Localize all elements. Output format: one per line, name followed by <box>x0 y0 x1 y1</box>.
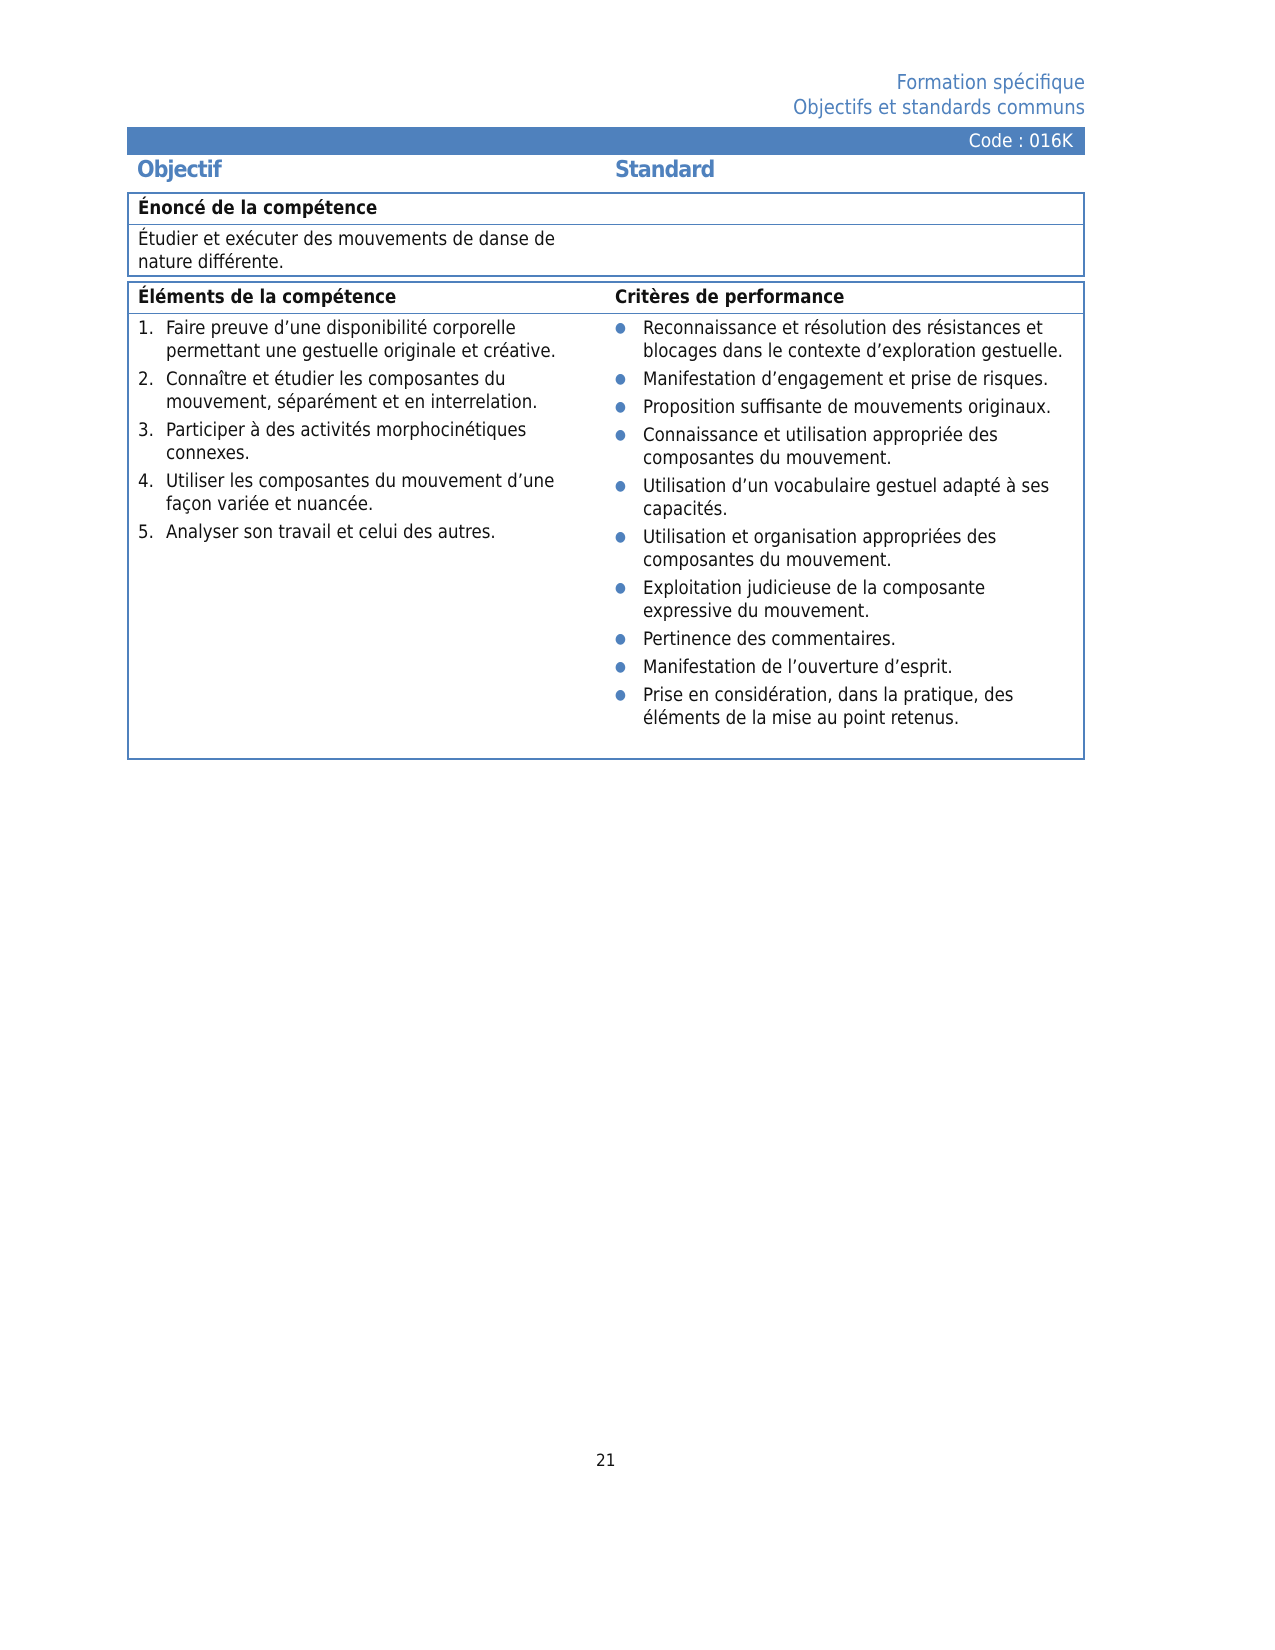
elements-list <box>138 317 578 549</box>
critere-item <box>615 577 1065 623</box>
item-text: Utilisation d’un vocabulaire gestuel adapté à ses capacités. <box>643 476 1050 520</box>
code-bar: Code : 016K <box>127 127 1085 155</box>
item-text: Utilisation et organisation appropriées des composantes du mouvement. <box>643 527 997 571</box>
critere-item <box>615 526 1065 572</box>
bullet-icon: ● <box>615 320 626 336</box>
element-item <box>138 419 578 465</box>
bullet-icon: ● <box>615 529 626 545</box>
bullet-icon: ● <box>615 371 626 387</box>
item-number: 2. <box>138 369 154 390</box>
bullet-icon: ● <box>615 399 626 415</box>
item-text: Connaissance et utilisation appropriée des composantes du mouvement. <box>643 425 998 469</box>
objectif-title: Objectif <box>137 157 221 183</box>
critere-item <box>615 424 1065 470</box>
critere-item <box>615 396 1065 419</box>
enonce-text: Étudier et exécuter des mouvements de danse de nature différente. <box>138 229 555 273</box>
bullet-icon: ● <box>615 427 626 443</box>
element-item <box>138 470 578 516</box>
item-text: Manifestation de l’ouverture d’esprit. <box>643 657 953 678</box>
criteres-heading: Critères de performance <box>615 287 845 308</box>
item-text: Proposition suffisante de mouvements originaux. <box>643 397 1052 418</box>
item-text: Analyser son travail et celui des autres. <box>166 522 496 543</box>
bullet-icon: ● <box>615 580 626 596</box>
page-number: 21 <box>596 1451 616 1471</box>
critere-item <box>615 475 1065 521</box>
critere-item <box>615 628 1065 651</box>
item-number: 3. <box>138 420 154 441</box>
item-number: 5. <box>138 522 154 543</box>
element-item <box>138 368 578 414</box>
criteres-list <box>615 317 1065 735</box>
item-text: Participer à des activités morphocinétiques connexes. <box>166 420 527 464</box>
critere-item <box>615 368 1065 391</box>
bullet-icon: ● <box>615 687 626 703</box>
item-text: Utiliser les composantes du mouvement d’une façon variée et nuancée. <box>166 471 555 515</box>
item-text: Faire preuve d’une disponibilité corporelle permettant une gestuelle originale et créative. <box>166 318 556 362</box>
header-line-1: Formation spécifique <box>896 70 1085 94</box>
competence-box <box>127 281 1085 760</box>
critere-item <box>615 317 1065 363</box>
item-text: Exploitation judicieuse de la composante expressive du mouvement. <box>643 578 986 622</box>
enonce-heading: Énoncé de la compétence <box>129 194 1083 225</box>
item-text: Prise en considération, dans la pratique, des éléments de la mise au point retenus. <box>643 685 1014 729</box>
item-text: Pertinence des commentaires. <box>643 629 896 650</box>
bullet-icon: ● <box>615 478 626 494</box>
table-header-row <box>129 283 1083 314</box>
item-number: 4. <box>138 471 154 492</box>
item-text: Connaître et étudier les composantes du mouvement, séparément et en interrelation. <box>166 369 538 413</box>
header-line-2: Objectifs et standards communs <box>793 95 1085 119</box>
bullet-icon: ● <box>615 631 626 647</box>
item-text: Manifestation d’engagement et prise de risques. <box>643 369 1049 390</box>
critere-item <box>615 656 1065 679</box>
critere-item <box>615 684 1065 730</box>
item-number: 1. <box>138 318 154 339</box>
enonce-box <box>127 192 1085 277</box>
element-item <box>138 521 578 544</box>
element-item <box>138 317 578 363</box>
standard-title: Standard <box>615 157 715 183</box>
elements-heading: Éléments de la compétence <box>138 287 397 308</box>
item-text: Reconnaissance et résolution des résistances et blocages dans le contexte d’exploration gestuelle. <box>643 318 1063 362</box>
bullet-icon: ● <box>615 659 626 675</box>
